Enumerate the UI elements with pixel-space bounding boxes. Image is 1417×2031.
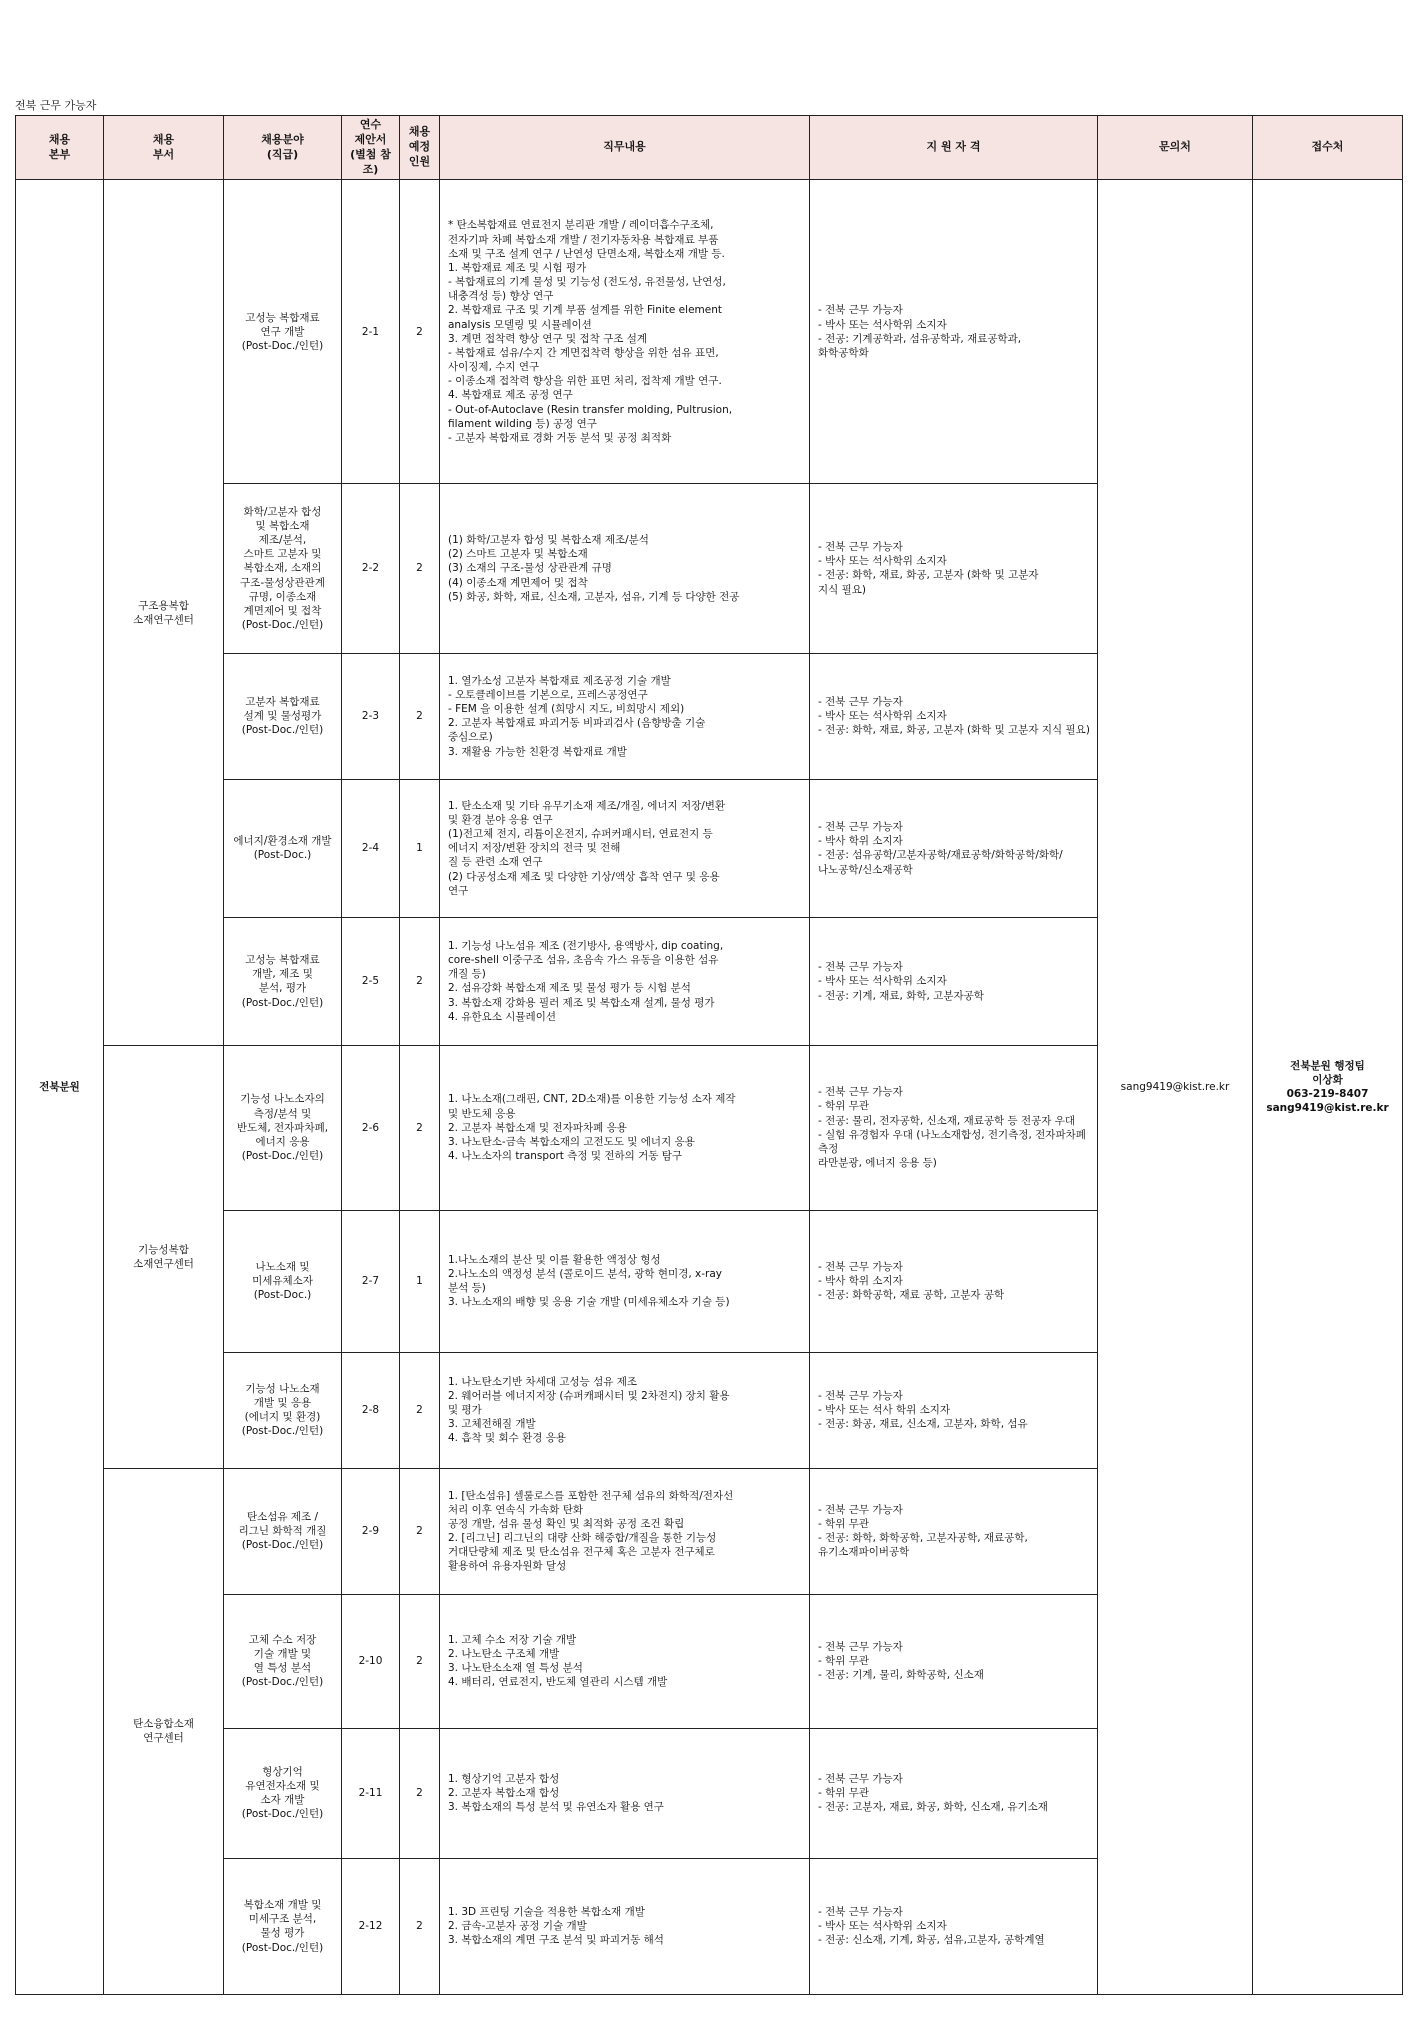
quals-cell: - 전북 근무 가능자 - 박사 또는 석사학위 소지자 - 전공: 신소재, 기계, 화공, 섬유,고분자, 공학계열 [810, 1858, 1098, 1994]
header-count: 채용 예정 인원 [400, 116, 440, 180]
quals-cell: - 전북 근무 가능자 - 박사 또는 석사 학위 소지자 - 전공: 화공, 재료, 신소재, 고분자, 화학, 섬유 [810, 1352, 1098, 1468]
quals-cell: - 전북 근무 가능자 - 학위 무관 - 전공: 기계, 물리, 화학공학, 신소재 [810, 1594, 1098, 1728]
code-cell: 2-11 [342, 1728, 400, 1858]
duties-cell: 1. 기능성 나노섬유 제조 (전기방사, 용액방사, dip coating, core-shell 이중구조 섬유, 초음속 가스 유동을 이용한 섬유 개질 등) 2. 섬유강화 복합소재 제조 및 물성 평가 등 시험 분석 3. 복합소재 강화용 필러 제조 및 복합소재 설계, 물성 평가 4. 유한요소 시뮬레이션 [440, 917, 810, 1045]
quals-cell: - 전북 근무 가능자 - 박사 학위 소지자 - 전공: 섬유공학/고분자공학/재료공학/화학공학/화학/ 나노공학/신소재공학 [810, 779, 1098, 917]
quals-cell: - 전북 근무 가능자 - 학위 무관 - 전공: 물리, 전자공학, 신소재, 재료공학 등 전공자 우대 - 실험 유경험자 우대 (나노소재합성, 전기측정, 전자파차폐측정 라만분광, 에너지 응용 등) [810, 1046, 1098, 1211]
quals-cell: - 전북 근무 가능자 - 박사 학위 소지자 - 전공: 화학공학, 재료 공학, 고분자 공학 [810, 1210, 1098, 1352]
field-cell: 고성능 복합재료 개발, 제조 및 분석, 평가 (Post-Doc./인턴) [224, 917, 342, 1045]
table-row [16, 180, 1403, 484]
count-cell: 2 [400, 1352, 440, 1468]
duties-cell: 1. 3D 프린팅 기술을 적용한 복합소재 개발 2. 금속-고분자 공정 기술 개발 3. 복합소재의 계면 구조 분석 및 파괴거동 해석 [440, 1858, 810, 1994]
duties-cell: 1.나노소재의 분산 및 이를 활용한 액정상 형성 2.나노소의 액정성 분석 (콜로이드 분석, 광학 현미경, x-ray 분석 등) 3. 나노소재의 배향 및 응용 기술 개발 (미세유체소자 기술 등) [440, 1210, 810, 1352]
field-cell: 고분자 복합재료 설계 및 물성평가 (Post-Doc./인턴) [224, 653, 342, 779]
code-cell: 2-2 [342, 484, 400, 654]
header-duties: 직무내용 [440, 116, 810, 180]
field-cell: 나노소재 및 미세유체소자 (Post-Doc.) [224, 1210, 342, 1352]
duties-cell: 1. 탄소소재 및 기타 유무기소재 제조/개질, 에너지 저장/변환 및 환경 분야 응용 연구 (1)전고체 전지, 리튬이온전지, 슈퍼커패시터, 연료전지 등 에너지 저장/변환 장치의 전극 및 전해 질 등 관련 소재 연구 (2) 다공성소재 제조 및 다양한 기상/액상 흡착 연구 및 응용 연구 [440, 779, 810, 917]
field-cell: 고체 수소 저장 기술 개발 및 열 특성 분석 (Post-Doc./인턴) [224, 1594, 342, 1728]
field-cell: 탄소섬유 제조 / 리그닌 화학적 개질 (Post-Doc./인턴) [224, 1468, 342, 1594]
duties-cell: 1. 열가소성 고분자 복합재료 제조공정 기술 개발 - 오토클레이브를 기본으로, 프레스공정연구 - FEM 을 이용한 설계 (희망시 지도, 비희망시 제외) 2. 고분자 복합재료 파괴거동 비파괴검사 (음향방출 기술 중심으로) 3. 재활용 가능한 친환경 복합재료 개발 [440, 653, 810, 779]
header-hq: 채용 본부 [16, 116, 104, 180]
count-cell: 2 [400, 653, 440, 779]
field-cell: 기능성 나노소재 개발 및 응용 (에너지 및 환경) (Post-Doc./인턴) [224, 1352, 342, 1468]
field-cell: 에너지/환경소재 개발 (Post-Doc.) [224, 779, 342, 917]
quals-cell: - 전북 근무 가능자 - 박사 또는 석사학위 소지자 - 전공: 기계, 재료, 화학, 고분자공학 [810, 917, 1098, 1045]
duties-cell: 1. 나노소재(그래핀, CNT, 2D소재)를 이용한 기능성 소자 제작 및 반도체 응용 2. 고분자 복합소재 및 전자파차폐 응용 3. 나노탄소-금속 복합소재의 고전도도 및 에너지 응용 4. 나노소자의 transport 측정 및 전하의 거동 탐구 [440, 1046, 810, 1211]
duties-cell: 1. [탄소섬유] 셀룰로스를 포함한 전구체 섬유의 화학적/전자선 처리 이후 연속식 가속화 탄화 공정 개발, 섬유 물성 확인 및 최적화 공정 조건 확립 2. [리그닌] 리그닌의 대량 산화 해중합/개질을 통한 기능성 거대단량체 제조 및 탄소섬유 전구체 혹은 고분자 전구체로 활용하여 유용자원화 달성 [440, 1468, 810, 1594]
duties-cell: 1. 나노탄소기반 차세대 고성능 섬유 제조 2. 웨어러블 에너지저장 (슈퍼캐패시터 및 2차전지) 장치 활용 및 평가 3. 고체전해질 개발 4. 흡착 및 회수 환경 응용 [440, 1352, 810, 1468]
field-cell: 기능성 나노소자의 측정/분석 및 반도체, 전자파차폐, 에너지 응용 (Post-Doc./인턴) [224, 1046, 342, 1211]
dept-cell: 구조용복합 소재연구센터 [104, 180, 224, 1046]
hq-cell: 전북분원 [16, 180, 104, 1995]
code-cell: 2-10 [342, 1594, 400, 1728]
count-cell: 2 [400, 917, 440, 1045]
duties-cell: (1) 화학/고분자 합성 및 복합소재 제조/분석 (2) 스마트 고분자 및 복합소재 (3) 소재의 구조-물성 상관관계 규명 (4) 이종소재 계면제어 및 접착 (5) 화공, 화학, 재료, 신소재, 고분자, 섬유, 기계 등 다양한 전공 [440, 484, 810, 654]
header-years: 연수 제안서 (별첨 참조) [342, 116, 400, 180]
recruitment-table [15, 115, 1403, 1995]
header-reception: 접수처 [1253, 116, 1403, 180]
header-dept: 채용 부서 [104, 116, 224, 180]
quals-cell: - 전북 근무 가능자 - 박사 또는 석사학위 소지자 - 전공: 화학, 재료, 화공, 고분자 (화학 및 고분자 지식 필요) [810, 653, 1098, 779]
header-inquiry: 문의처 [1098, 116, 1253, 180]
header-quals: 지 원 자 격 [810, 116, 1098, 180]
code-cell: 2-5 [342, 917, 400, 1045]
duties-cell: * 탄소복합재료 연료전지 분리판 개발 / 레이더흡수구조체, 전자기파 차폐 복합소재 개발 / 전기자동차용 복합재료 부품 소재 및 구조 설계 연구 / 난연성 단면소재, 복합소재 개발 등. 1. 복합재료 제조 및 시험 평가 - 복합재료의 기계 물성 및 기능성 (전도성, 유전물성, 난연성, 내충격성 등) 향상 연구 2. 복합재료 구조 및 기계 부품 설계를 위한 Finite element analysis 모델링 및 시뮬레이션 3. 계면 접착력 향상 연구 및 접착 구조 설계 - 복합재료 섬유/수지 간 계면접착력 향상을 위한 섬유 표면, 사이징제, 수지 연구 - 이종소재 접착력 향상을 위한 표면 처리, 접착제 개발 연구. 4. 복합재료 제조 공정 연구 - Out-of-Autoclave (Resin transfer molding, Pultrusion, filament wilding 등) 공정 연구 - 고분자 복합재료 경화 거동 분석 및 공정 최적화 [440, 180, 810, 484]
code-cell: 2-9 [342, 1468, 400, 1594]
header-row [16, 116, 1403, 180]
code-cell: 2-6 [342, 1046, 400, 1211]
count-cell: 2 [400, 180, 440, 484]
count-cell: 2 [400, 1858, 440, 1994]
count-cell: 2 [400, 1046, 440, 1211]
count-cell: 2 [400, 1594, 440, 1728]
field-cell: 형상기억 유연전자소재 및 소자 개발 (Post-Doc./인턴) [224, 1728, 342, 1858]
count-cell: 1 [400, 779, 440, 917]
header-field: 채용분야 (직급) [224, 116, 342, 180]
quals-cell: - 전북 근무 가능자 - 박사 또는 석사학위 소지자 - 전공: 기계공학과, 섬유공학과, 재료공학과, 화학공학화 [810, 180, 1098, 484]
dept-cell: 기능성복합 소재연구센터 [104, 1046, 224, 1469]
code-cell: 2-4 [342, 779, 400, 917]
count-cell: 1 [400, 1210, 440, 1352]
duties-cell: 1. 형상기억 고분자 합성 2. 고분자 복합소재 합성 3. 복합소재의 특성 분석 및 유연소자 활용 연구 [440, 1728, 810, 1858]
code-cell: 2-1 [342, 180, 400, 484]
reception-cell: 전북분원 행정팀 이상화 063-219-8407 sang9419@kist.re.kr [1253, 180, 1403, 1995]
code-cell: 2-8 [342, 1352, 400, 1468]
quals-cell: - 전북 근무 가능자 - 학위 무관 - 전공: 고분자, 재료, 화공, 화학, 신소재, 유기소재 [810, 1728, 1098, 1858]
count-cell: 2 [400, 484, 440, 654]
inquiry-email-cell: sang9419@kist.re.kr [1098, 180, 1253, 1995]
field-cell: 화학/고분자 합성 및 복합소재 제조/분석, 스마트 고분자 및 복합소재, 소재의 구조-물성상관관계 규명, 이종소재 계면제어 및 접착 (Post-Doc./인턴) [224, 484, 342, 654]
code-cell: 2-3 [342, 653, 400, 779]
code-cell: 2-12 [342, 1858, 400, 1994]
field-cell: 고성능 복합재료 연구 개발 (Post-Doc./인턴) [224, 180, 342, 484]
field-cell: 복합소재 개발 및 미세구조 분석, 물성 평가 (Post-Doc./인턴) [224, 1858, 342, 1994]
duties-cell: 1. 고체 수소 저장 기술 개발 2. 나노탄소 구조체 개발 3. 나노탄소소재 열 특성 분석 4. 배터리, 연료전지, 반도체 열관리 시스템 개발 [440, 1594, 810, 1728]
count-cell: 2 [400, 1728, 440, 1858]
code-cell: 2-7 [342, 1210, 400, 1352]
quals-cell: - 전북 근무 가능자 - 학위 무관 - 전공: 화학, 화학공학, 고분자공학, 재료공학, 유기소재파이버공학 [810, 1468, 1098, 1594]
dept-cell: 탄소융합소재 연구센터 [104, 1468, 224, 1994]
quals-cell: - 전북 근무 가능자 - 박사 또는 석사학위 소지자 - 전공: 화학, 재료, 화공, 고분자 (화학 및 고분자 지식 필요) [810, 484, 1098, 654]
count-cell: 2 [400, 1468, 440, 1594]
table-caption: 전북 근무 가능자 [15, 99, 97, 112]
